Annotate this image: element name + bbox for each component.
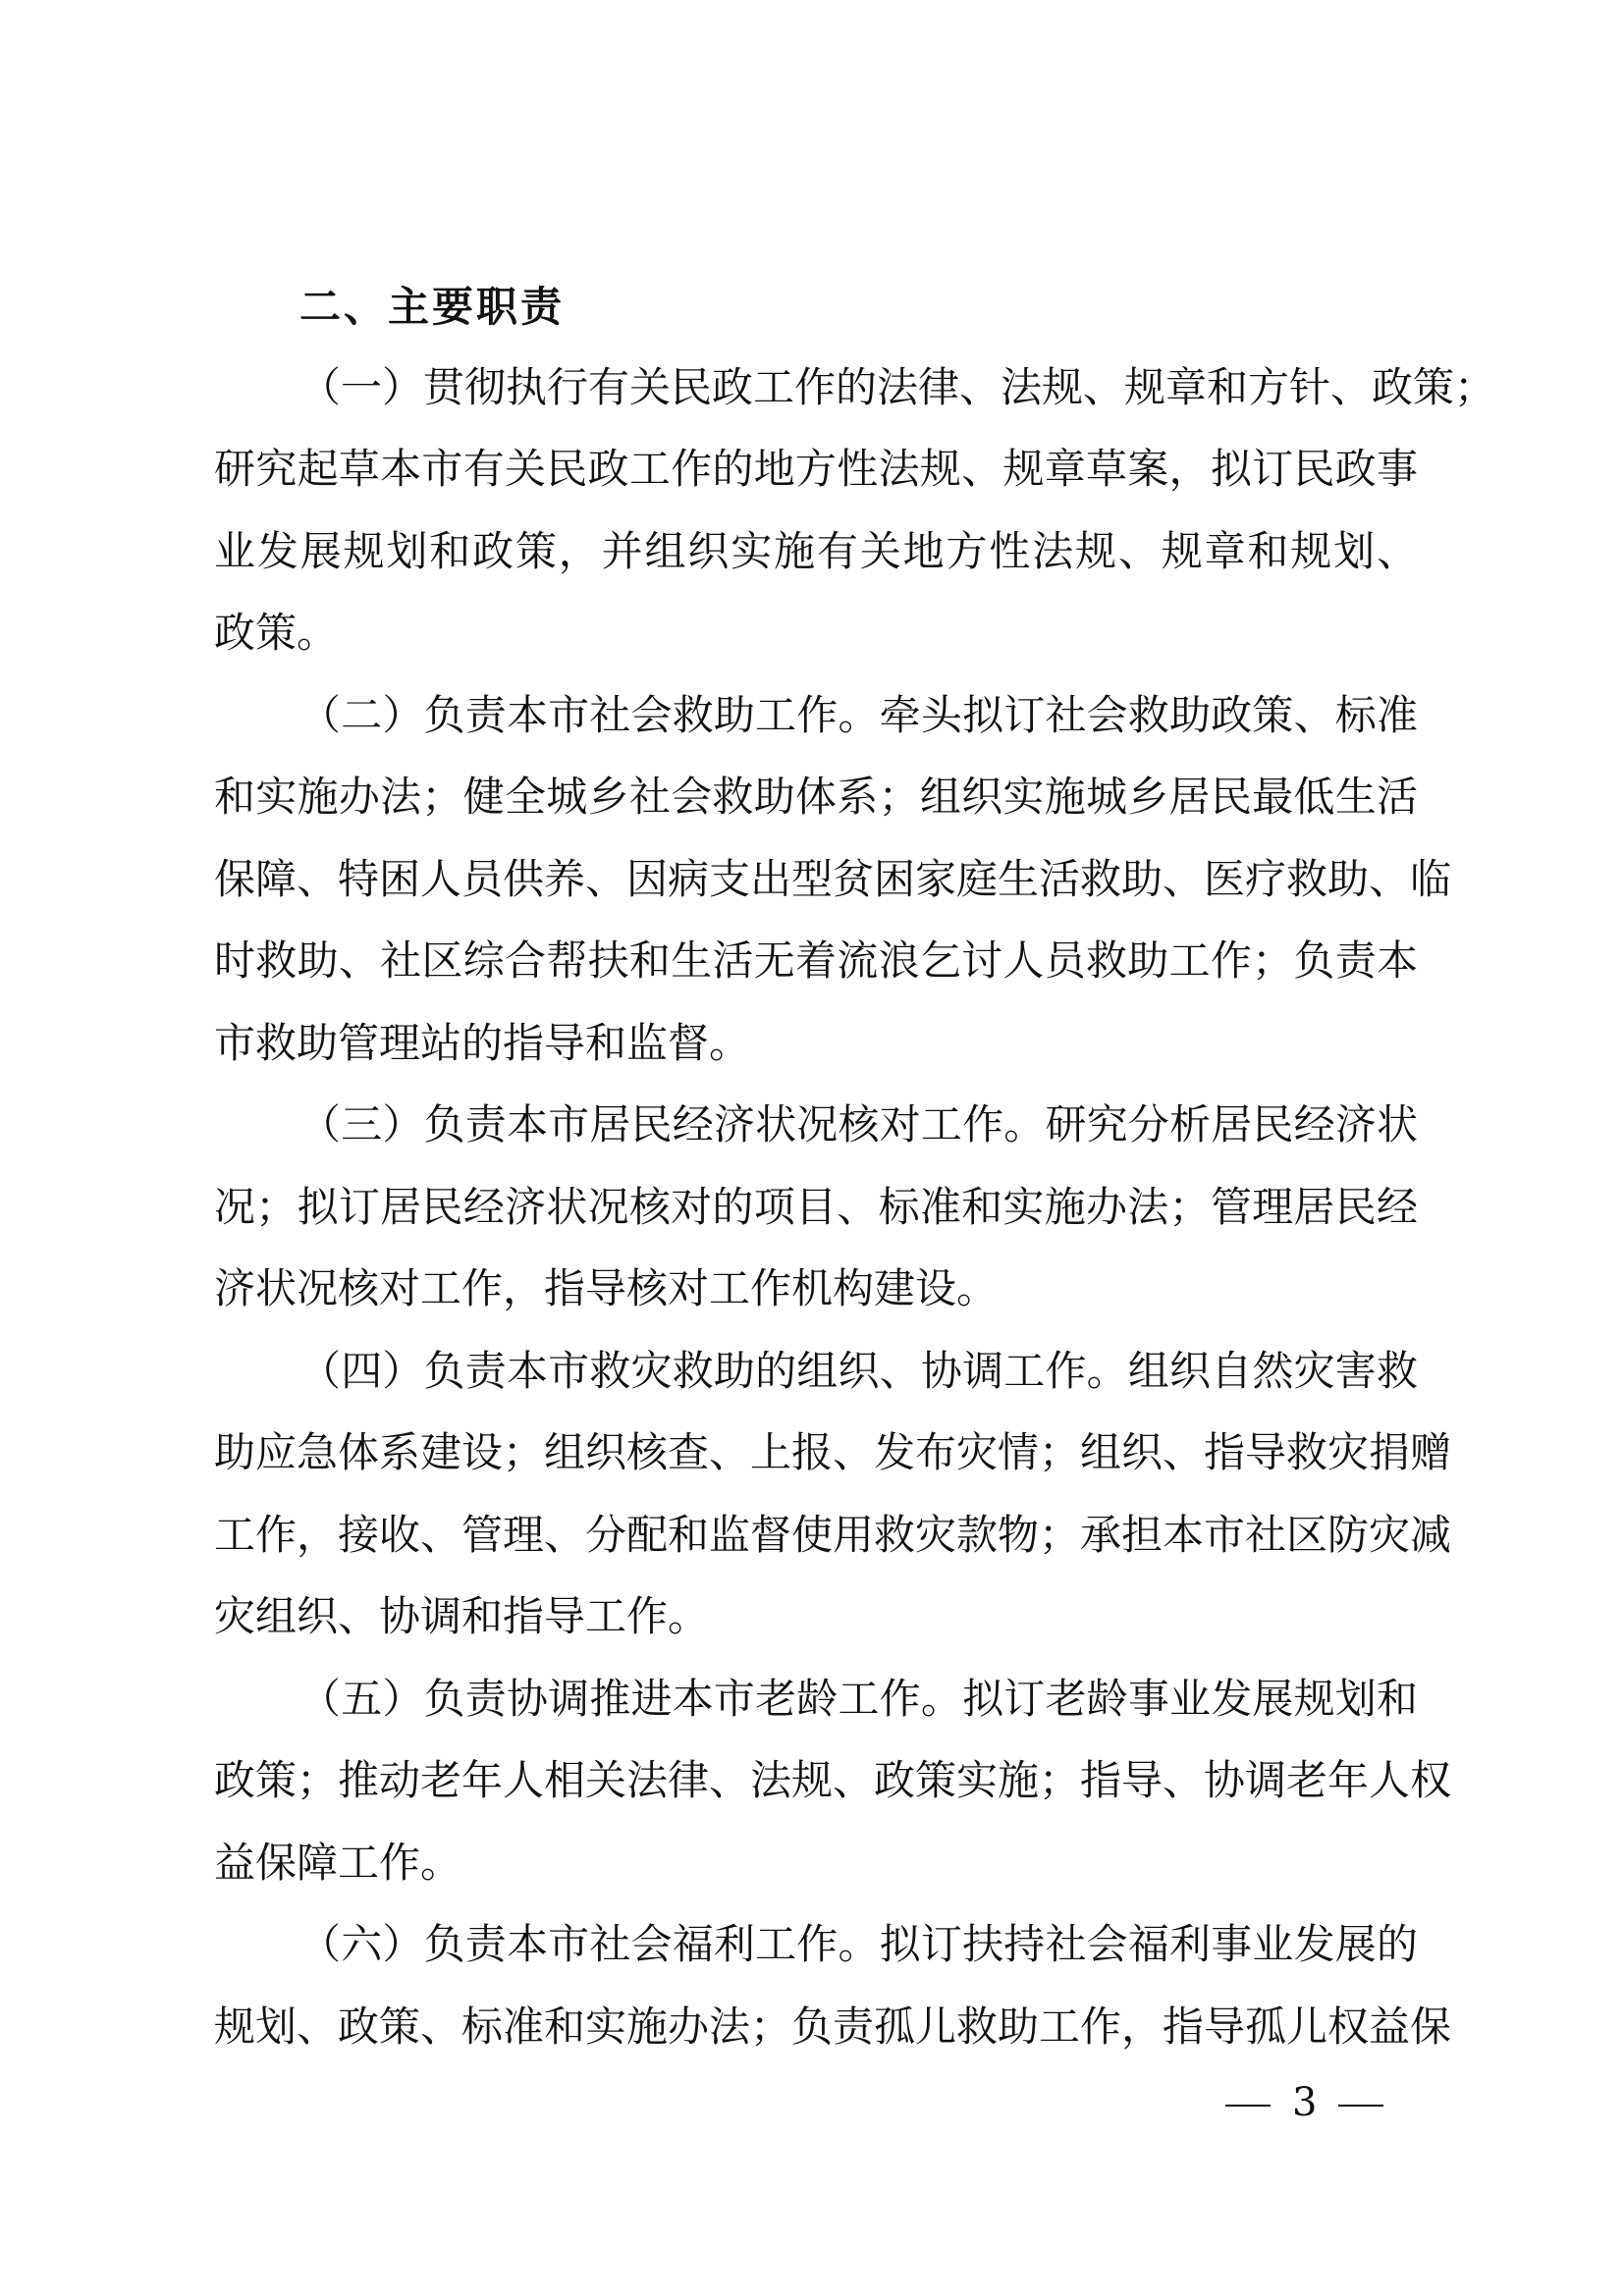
text-line: 助应急体系建设；组织核查、上报、发布灾情；组织、指导救灾捐赠	[214, 1428, 1452, 1476]
page-number	[1225, 2073, 1383, 2132]
text-line: 政策。	[214, 609, 339, 657]
page-number-value: 3	[1292, 2080, 1318, 2125]
text-line: 政策；推动老年人相关法律、法规、政策实施；指导、协调老年人权	[214, 1756, 1452, 1804]
text-line: 况；拟订居民经济状况核对的项目、标准和实施办法；管理居民经	[214, 1183, 1418, 1231]
text-line: 灾组织、协调和指导工作。	[214, 1592, 710, 1640]
page-number-dash-left	[1225, 2105, 1271, 2107]
text-line: 和实施办法；健全城乡社会救助体系；组织实施城乡居民最低生活	[214, 773, 1418, 821]
text-line: （四）负责本市救灾救助的组织、协调工作。组织自然灾害救	[299, 1347, 1418, 1395]
text-line: 济状况核对工作，指导核对工作机构建设。	[214, 1264, 999, 1312]
text-line: （三）负责本市居民经济状况核对工作。研究分析居民经济状	[299, 1100, 1418, 1148]
text-line: 工作，接收、管理、分配和监督使用救灾款物；承担本市社区防灾减	[214, 1511, 1452, 1559]
text-line: （六）负责本市社会福利工作。拟订扶持社会福利事业发展的	[299, 1920, 1418, 1968]
section-heading: 二、主要职责	[299, 283, 566, 331]
text-line: 时救助、社区综合帮扶和生活无着流浪乞讨人员救助工作；负责本	[214, 936, 1418, 985]
text-line: 保障、特困人员供养、因病支出型贫困家庭生活救助、医疗救助、临	[214, 855, 1452, 903]
text-line: 业发展规划和政策，并组织实施有关地方性法规、规章和规划、	[214, 527, 1418, 575]
text-line: （一）贯彻执行有关民政工作的法律、法规、规章和方针、政策；	[299, 363, 1496, 411]
text-line: 规划、政策、标准和实施办法；负责孤儿救助工作，指导孤儿权益保	[214, 2002, 1452, 2051]
text-line: （二）负责本市社会救助工作。牵头拟订社会救助政策、标准	[299, 691, 1418, 739]
text-line: （五）负责协调推进本市老龄工作。拟订老龄事业发展规划和	[299, 1675, 1418, 1723]
text-line: 益保障工作。	[214, 1839, 462, 1887]
text-line: 研究起草本市有关民政工作的地方性法规、规章草案，拟订民政事	[214, 445, 1418, 493]
page-number-dash-right	[1338, 2105, 1383, 2107]
text-line: 市救助管理站的指导和监督。	[214, 1019, 751, 1067]
